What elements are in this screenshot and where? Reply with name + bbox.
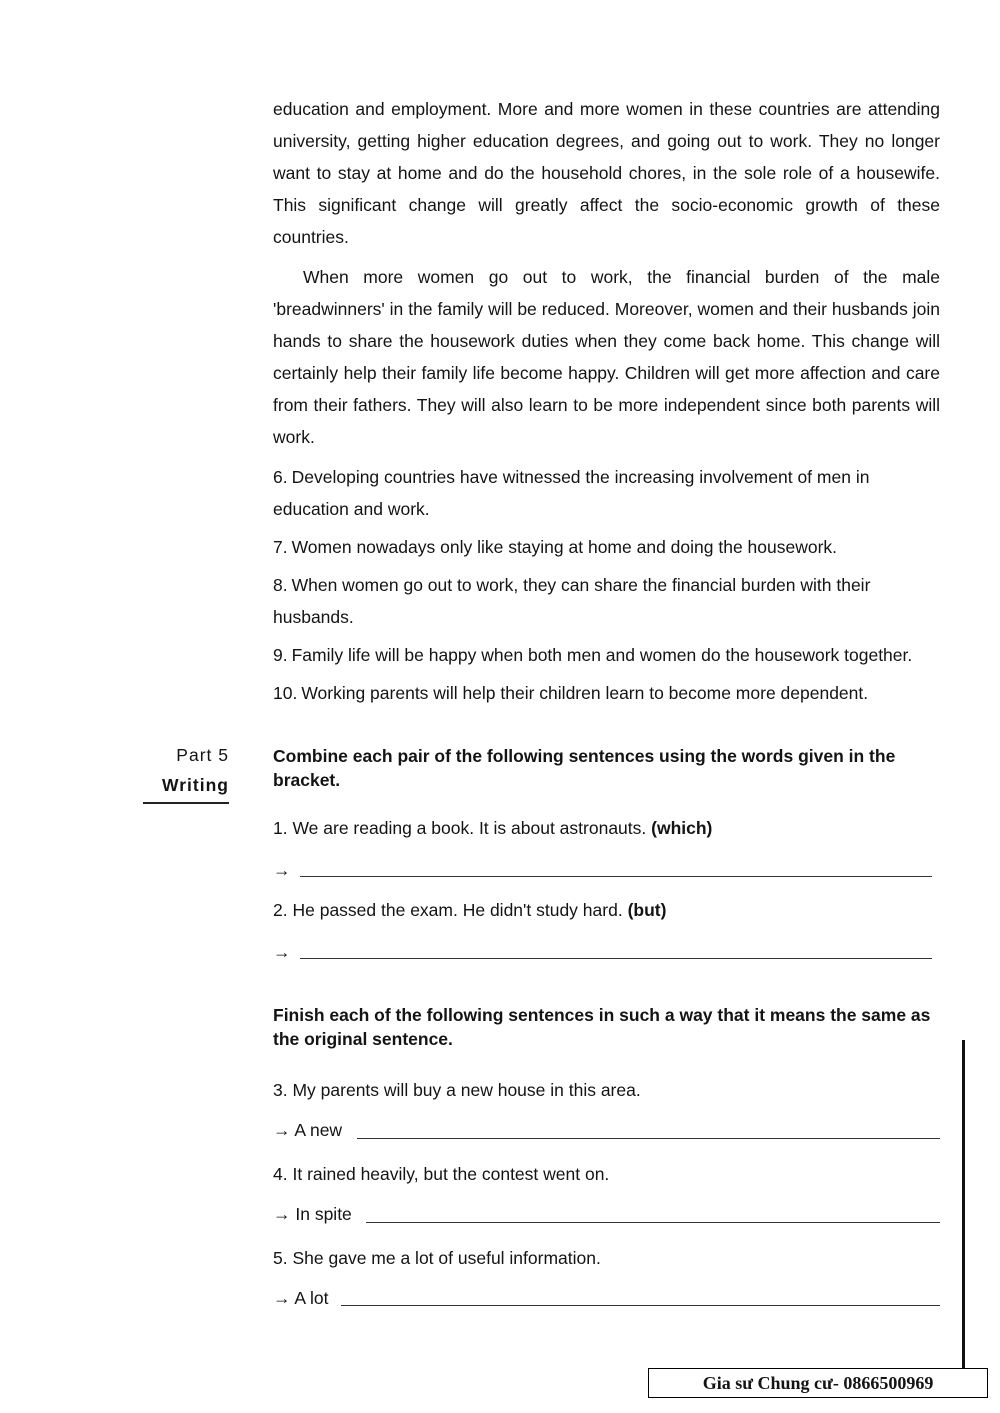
answer-arrow-2: →	[273, 942, 291, 962]
answer-line-5[interactable]	[341, 1305, 940, 1306]
part-title: Writing	[162, 775, 229, 795]
statement-number: 10.	[273, 683, 298, 703]
section2-instruction: Finish each of the following sentences in such a way that it means the same as the original sentence.	[273, 1005, 931, 1049]
item-text: She gave me a lot of useful information.	[292, 1248, 601, 1268]
answer-arrow-1: →	[273, 860, 291, 880]
footer-text: Gia sư Chung cư- 0866500969	[702, 1372, 934, 1393]
item-hint: (but)	[627, 900, 667, 920]
statement-9	[273, 639, 940, 671]
answer-prompt-4: → In spite	[273, 1204, 352, 1224]
answer-prompt-3: → A new	[273, 1120, 343, 1140]
part-title-underline	[143, 802, 229, 804]
passage-paragraph-2: When more women go out to work, the financial burden of the male 'breadwinners' in the family will be reduced. Moreover, women and their husbands join hands to share the housework duties when they come back home. This change will certainly help their family life become happy. Children will get more affection and care from their fathers. They will also learn to be more independent since both parents will work.	[273, 267, 940, 447]
section1-item-1	[273, 816, 712, 840]
section1-item-2	[273, 898, 666, 922]
statement-text: When women go out to work, they can share the financial burden with their husbands.	[273, 575, 871, 627]
item-number: 4.	[273, 1164, 288, 1184]
item-text: It rained heavily, but the contest went on.	[292, 1164, 610, 1184]
item-text: We are reading a book. It is about astronauts.	[292, 818, 647, 838]
part-label: Part 5	[176, 745, 229, 765]
section1-instruction: Combine each pair of the following sentences using the words given in the bracket.	[273, 746, 896, 790]
statement-6	[273, 461, 940, 525]
statement-number: 7.	[273, 537, 288, 557]
item-number: 2.	[273, 900, 288, 920]
section2-item-4	[273, 1162, 609, 1186]
item-number: 5.	[273, 1248, 288, 1268]
statement-text: Developing countries have witnessed the increasing involvement of men in education and work.	[273, 467, 870, 519]
statement-text: Women nowadays only like staying at home and doing the housework.	[291, 537, 838, 557]
section2-item-3	[273, 1078, 641, 1102]
item-text: He passed the exam. He didn't study hard.	[292, 900, 623, 920]
item-number: 1.	[273, 818, 288, 838]
page-edge-line	[962, 1040, 965, 1368]
statement-7	[273, 531, 940, 563]
statement-number: 6.	[273, 467, 288, 487]
answer-line-2[interactable]	[300, 958, 932, 959]
item-text: My parents will buy a new house in this area.	[292, 1080, 641, 1100]
answer-prompt-5: → A lot	[273, 1288, 329, 1308]
passage-paragraph-1: education and employment. More and more women in these countries are attending university, getting higher education degrees, and going out to work. They no longer want to stay at home and do the household chores, in the sole role of a housewife. This significant change will greatly affect the socio-economic growth of these countries.	[273, 99, 940, 247]
statement-8	[273, 569, 940, 633]
answer-line-3[interactable]	[357, 1138, 940, 1139]
statement-10	[273, 677, 940, 709]
statement-text: Family life will be happy when both men and women do the housework together.	[291, 645, 913, 665]
footer-box	[648, 1368, 988, 1398]
statement-number: 9.	[273, 645, 288, 665]
statement-text: Working parents will help their children learn to become more dependent.	[301, 683, 869, 703]
answer-line-4[interactable]	[366, 1222, 940, 1223]
section2-item-5	[273, 1246, 601, 1270]
item-number: 3.	[273, 1080, 288, 1100]
statement-number: 8.	[273, 575, 288, 595]
item-hint: (which)	[651, 818, 713, 838]
answer-line-1[interactable]	[300, 876, 932, 877]
